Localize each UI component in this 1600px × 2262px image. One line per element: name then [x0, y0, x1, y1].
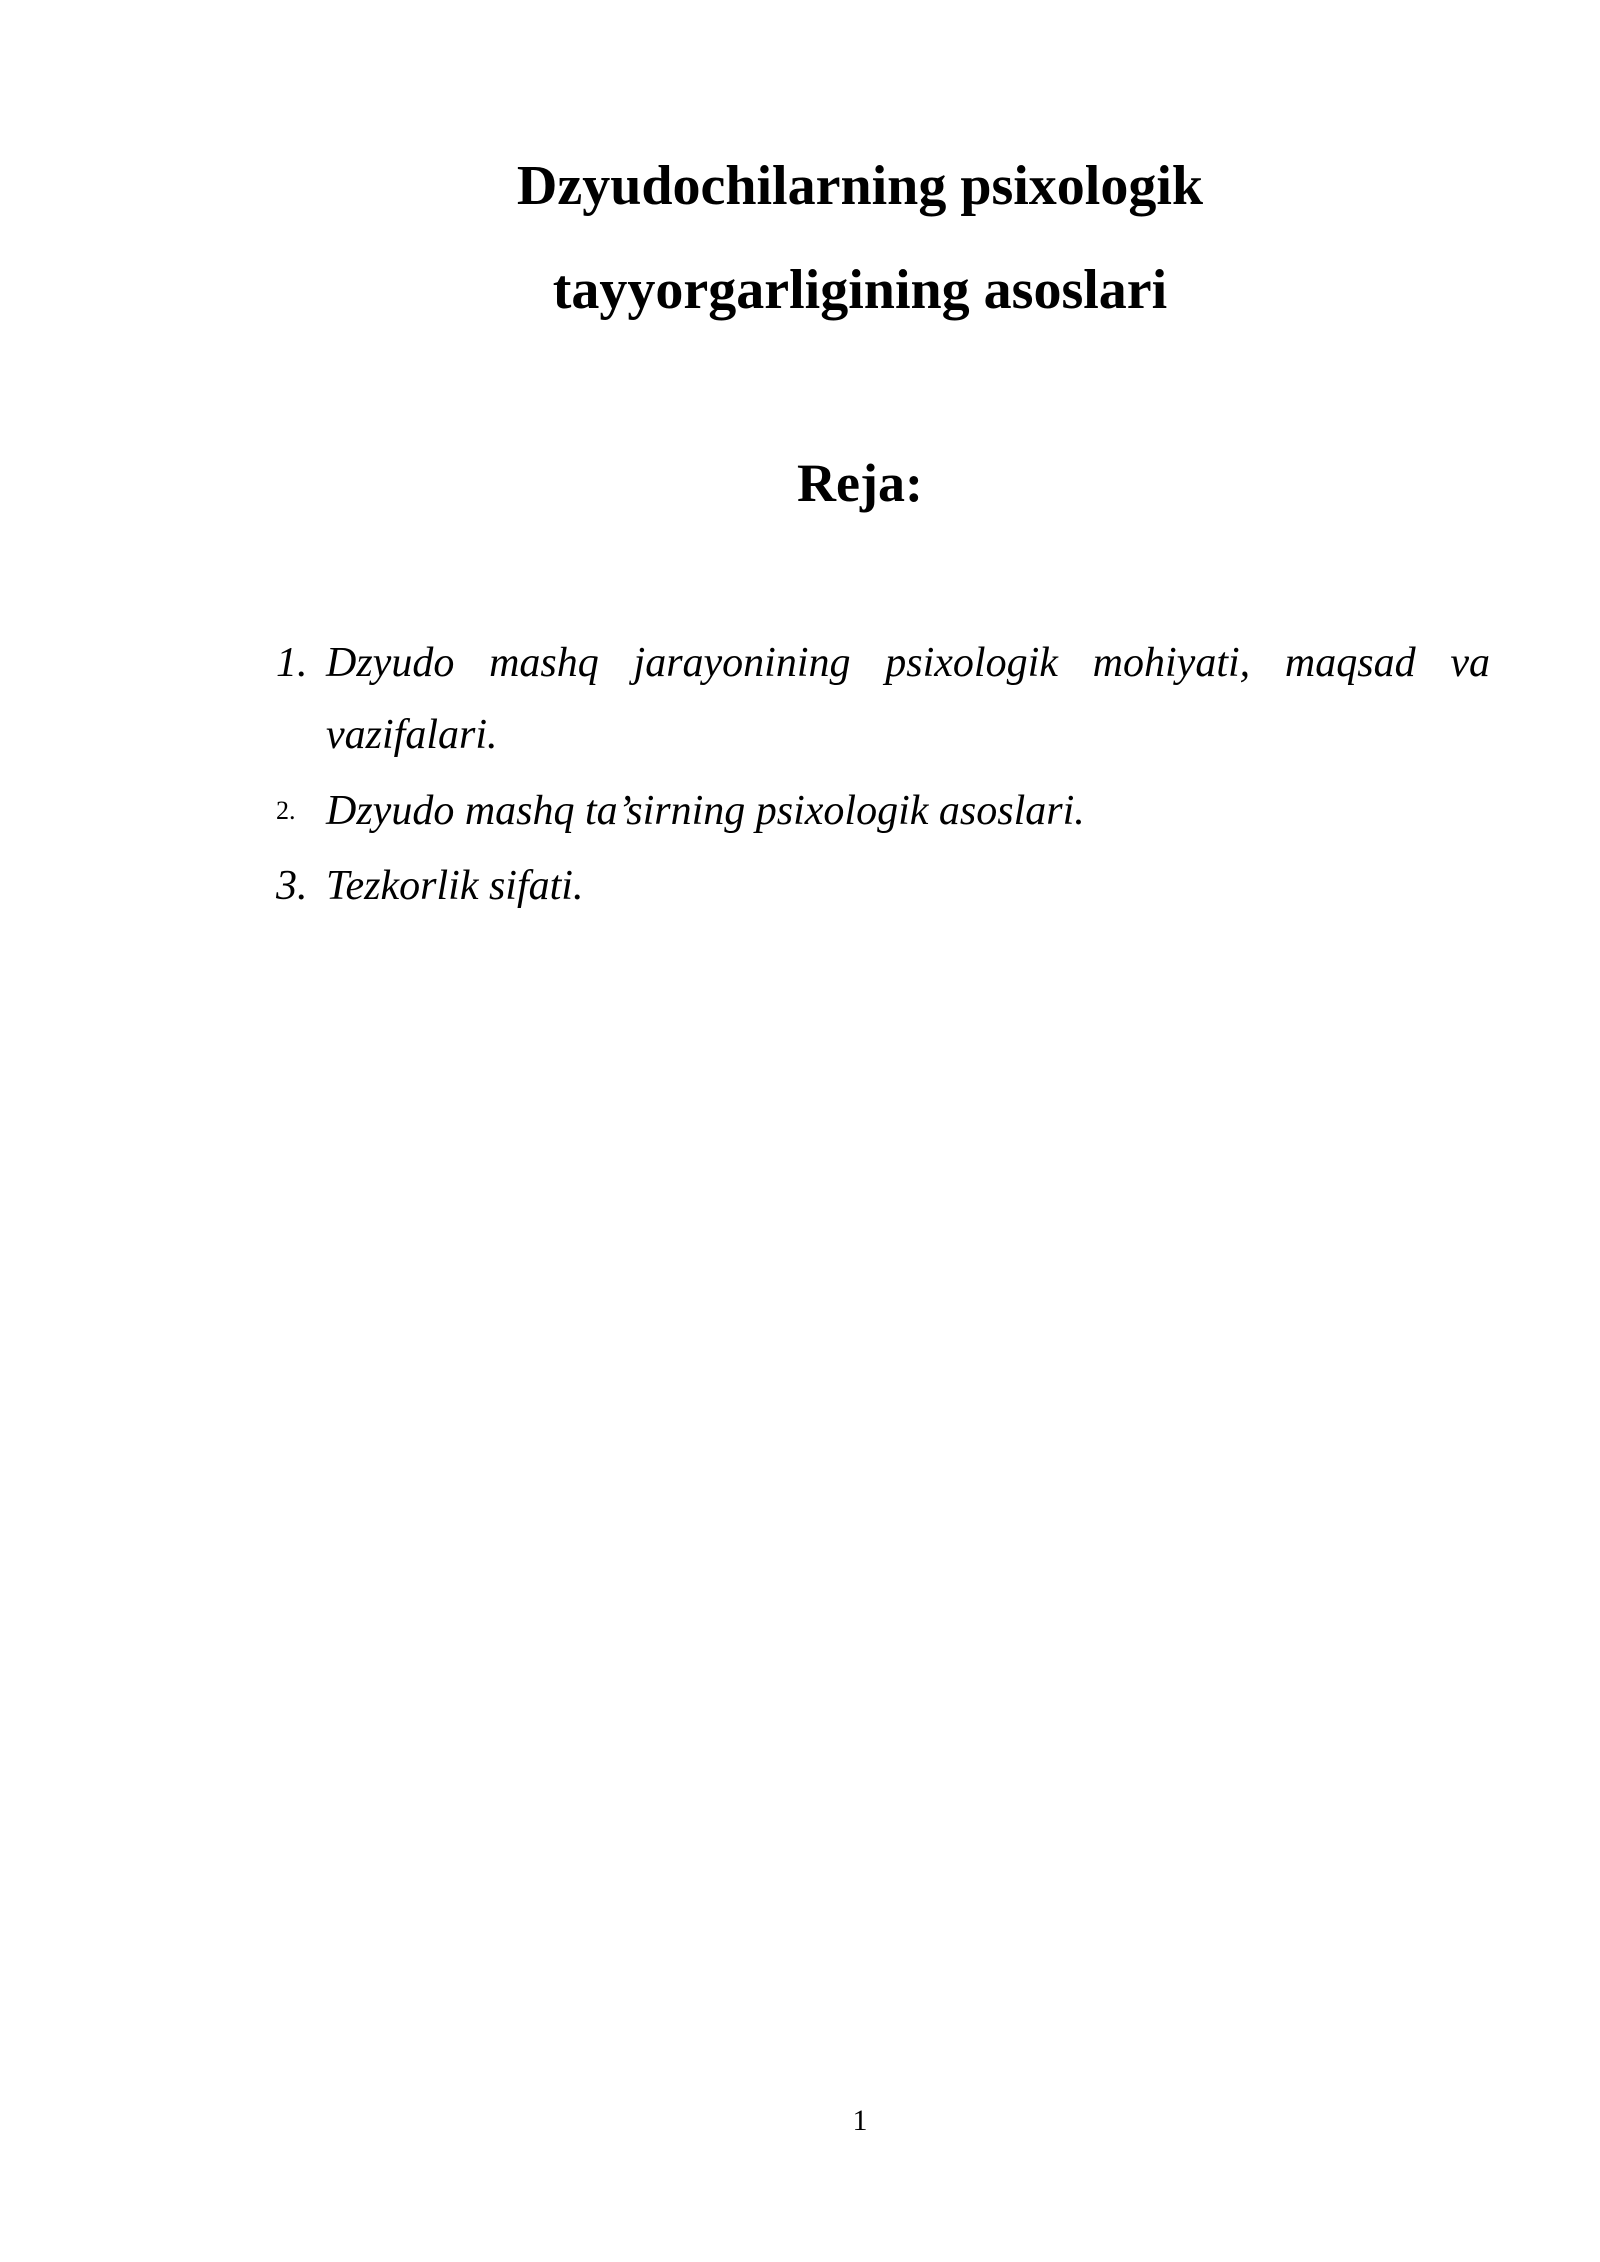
- document-title-line-2: tayyorgarligining asoslari: [552, 259, 1168, 321]
- page-number: 1: [852, 2104, 868, 2137]
- plan-item-number: 2.: [276, 796, 296, 825]
- document-title-line-1: Dzyudochilarning psixologik: [516, 155, 1204, 217]
- plan-item-text: Dzyudo mashq jarayonining psixologik mohiyati, maqsad va vazifalari.: [326, 640, 1490, 758]
- plan-item-text: Tezkorlik sifati.: [326, 863, 584, 909]
- plan-item-number: 3.: [276, 863, 308, 909]
- plan-heading: Reja:: [797, 453, 923, 513]
- plan-item-text: Dzyudo mashq ta’sirning psixologik asoslari.: [326, 788, 1085, 834]
- plan-item-number: 1.: [276, 640, 308, 686]
